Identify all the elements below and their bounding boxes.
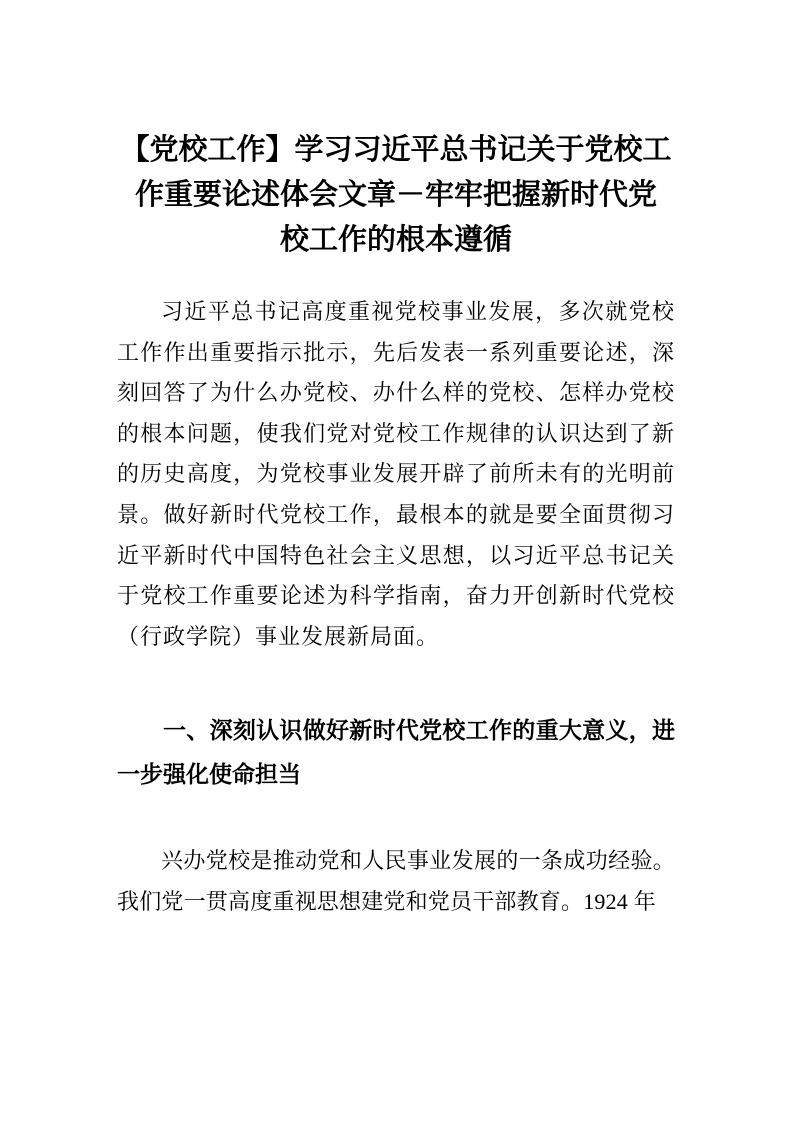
- section-1-heading: 一、深刻认识做好新时代党校工作的重大意义，进一步强化使命担当: [117, 717, 675, 788]
- document-content: [0, 128, 794, 923]
- document-title-line-1: 【党校工作】学习习近平总书记关于党校工: [120, 134, 672, 166]
- document-title: [117, 128, 675, 263]
- section-1-paragraph: 兴办党校是推动党和人民事业发展的一条成功经验。我们党一贯高度重视思想建党和党员干部教育。1924 年: [117, 848, 675, 914]
- document-title-line-3: 校工作的根本遵循: [279, 224, 512, 256]
- document-title-line-2: 作重要论述体会文章－牢牢把握新时代党: [134, 179, 657, 211]
- intro-paragraph: 习近平总书记高度重视党校事业发展，多次就党校工作作出重要指示批示，先后发表一系列重要论述，深刻回答了为什么办党校、办什么样的党校、怎样办党校的根本问题，使我们党对党校工作规律的认识达到了新的历史高度，为党校事业发展开辟了前所未有的光明前景。做好新时代党校工作，最根本的就是要全面贯彻习近平新时代中国特色社会主义思想，以习近平总书记关于党校工作重要论述为科学指南，奋力开创新时代党校（行政学院）事业发展新局面。: [117, 299, 675, 649]
